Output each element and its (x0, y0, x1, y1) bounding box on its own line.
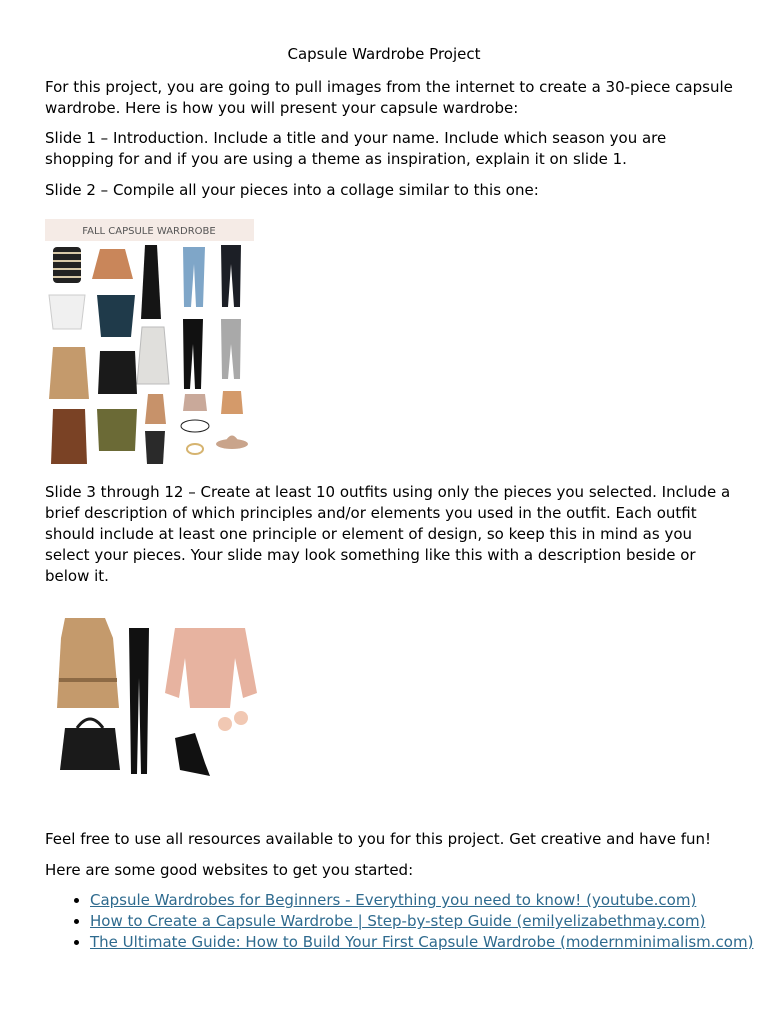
bootie-item (175, 733, 210, 776)
slide3-paragraph: Slide 3 through 12 – Create at least 10 outfits using only the pieces you selected. Include a brief description of which principles and/or elements you used in the outfit. Each outfit should include at least one principle or element of design, so keep this in mind as you select your pieces. Your slide may look something like this with a description beside or below it. (45, 483, 731, 585)
clothing-item (181, 420, 209, 432)
collage-banner-text: FALL CAPSULE WARDROBE (82, 226, 216, 237)
clothing-item (92, 249, 133, 279)
document-title: Capsule Wardrobe Project (287, 45, 481, 63)
emilyelizabethmay-link[interactable]: How to Create a Capsule Wardrobe | Step-by-step Guide (emilyelizabethmay.com) (90, 912, 706, 930)
clothing-item (183, 319, 203, 389)
websites-intro-paragraph: Here are some good websites to get you started: (45, 861, 414, 879)
clothing-item (53, 247, 81, 283)
clothing-item (221, 319, 241, 379)
slide1-paragraph: Slide 1 – Introduction. Include a title and your name. Include which season you are shopping for and if you are using a theme as inspiration, explain it on slide 1. (45, 129, 667, 168)
clothing-item (137, 327, 169, 384)
clothing-item (49, 347, 89, 399)
capsule-collage-image (45, 219, 254, 471)
earring-item (234, 711, 248, 725)
earring-item (218, 717, 232, 731)
clothing-item (141, 245, 161, 319)
clothing-item (221, 391, 243, 414)
clothing-item (97, 295, 135, 337)
list-item (90, 890, 768, 911)
intro-paragraph: For this project, you are going to pull images from the internet to create a 30-piece capsule wardrobe. Here is how you will present your capsule wardrobe: (45, 78, 733, 117)
clothing-item (145, 431, 165, 464)
handbag-handle (77, 719, 103, 728)
trench-coat-item (57, 618, 119, 708)
clothing-item (49, 295, 85, 329)
slide2-paragraph: Slide 2 – Compile all your pieces into a collage similar to this one: (45, 181, 539, 199)
clothing-item (183, 247, 205, 307)
outfit-graphic (45, 598, 271, 782)
collage-graphic (45, 219, 254, 471)
clothing-item (224, 436, 240, 445)
clothing-item (97, 409, 137, 451)
clothing-item (187, 444, 203, 454)
clothing-item (145, 394, 166, 424)
website-links-list (45, 890, 768, 953)
list-item (90, 932, 768, 953)
clothing-item (51, 409, 87, 464)
modernminimalism-link[interactable]: The Ultimate Guide: How to Build Your First Capsule Wardrobe (modernminimalism.com) (90, 933, 754, 951)
youtube-link[interactable]: Capsule Wardrobes for Beginners - Everything you need to know! (youtube.com) (90, 891, 697, 909)
list-item (90, 911, 768, 932)
clothing-item (183, 394, 207, 411)
handbag-item (60, 728, 120, 770)
clothing-item (221, 245, 241, 307)
blouse-item (165, 628, 257, 708)
outfit-example-image (45, 598, 271, 782)
clothing-item (98, 351, 137, 394)
black-pants-item (129, 628, 149, 774)
closing-paragraph: Feel free to use all resources available to you for this project. Get creative and have fun! (45, 830, 711, 848)
coat-belt (59, 678, 117, 682)
